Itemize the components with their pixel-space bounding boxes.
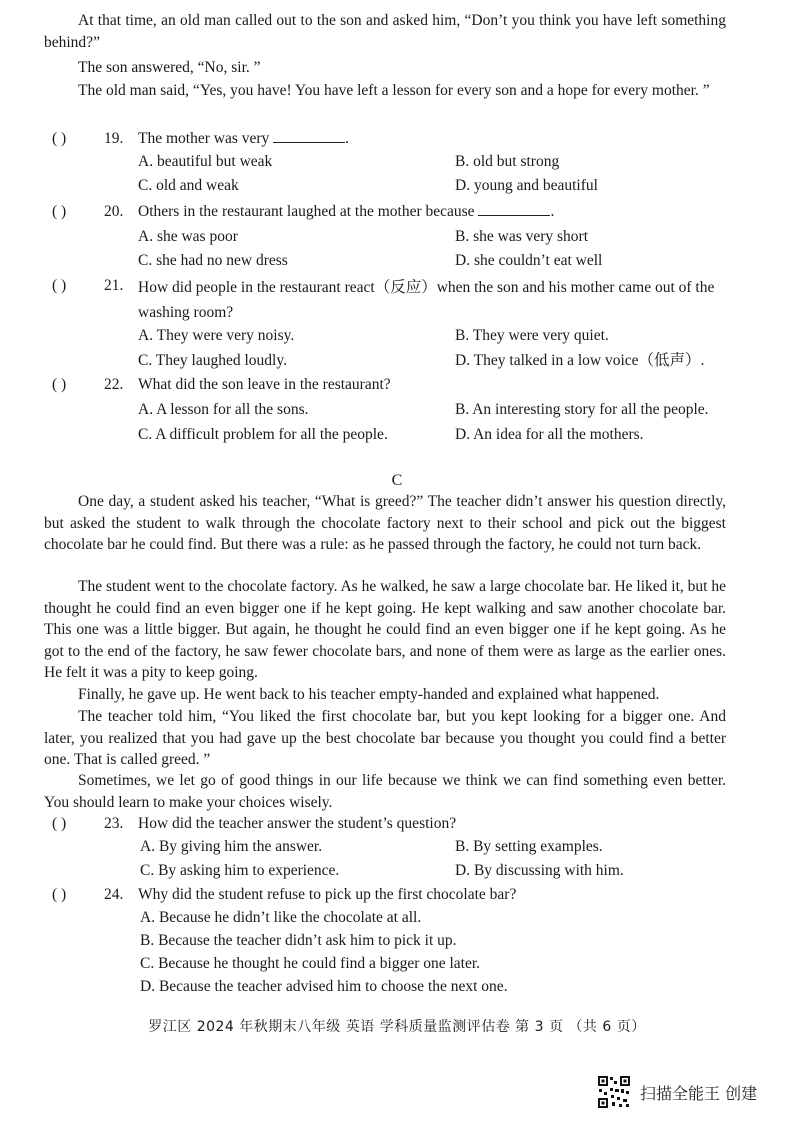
option-a[interactable]: A. beautiful but weak [138, 153, 273, 170]
answer-bracket[interactable]: ( ) [52, 130, 67, 147]
section-title: C [391, 472, 403, 489]
question-number: 23. [104, 815, 124, 832]
answer-blank[interactable] [273, 128, 345, 143]
option-d[interactable]: D. They talked in a low voice（低声）. [455, 352, 705, 369]
option-c[interactable]: C. By asking him to experience. [140, 862, 340, 879]
option-a[interactable]: A. A lesson for all the sons. [138, 401, 309, 418]
option-c[interactable]: C. Because he thought he could find a bigger one later. [140, 955, 481, 972]
option-c[interactable]: C. old and weak [138, 177, 239, 194]
passage-paragraph: The old man said, “Yes, you have! You have left a lesson for every son and a hope for every mother. ” [78, 82, 710, 99]
question-stem: What did the son leave in the restaurant? [138, 376, 391, 393]
option-b[interactable]: B. By setting examples. [455, 838, 603, 855]
option-d[interactable]: D. Because the teacher advised him to choose the next one. [140, 978, 508, 995]
answer-bracket[interactable]: ( ) [52, 886, 67, 903]
question-stem: Why did the student refuse to pick up the first chocolate bar? [138, 886, 517, 903]
qr-code-icon [597, 1075, 631, 1109]
question-number: 19. [104, 130, 124, 147]
option-d[interactable]: D. she couldn’t eat well [455, 252, 603, 269]
page-footer: 罗江区 2024 年秋期末八年级 英语 学科质量监测评估卷 第 3 页 （共 6 页） [148, 1019, 646, 1035]
option-b[interactable]: B. old but strong [455, 153, 560, 170]
passage-paragraph: The son answered, “No, sir. ” [78, 59, 261, 76]
passage-paragraph: Sometimes, we let go of good things in our life because we think we can find something even better. You should learn to make your choices wisely. [44, 772, 726, 811]
question-stem: Others in the restaurant laughed at the mother because . [138, 203, 555, 220]
question-number: 21. [104, 277, 124, 294]
question-number: 24. [104, 886, 124, 903]
scanner-watermark: 扫描全能王 创建 [640, 1084, 758, 1103]
option-b[interactable]: B. Because the teacher didn’t ask him to pick it up. [140, 932, 457, 949]
option-b[interactable]: B. she was very short [455, 228, 589, 245]
option-c[interactable]: C. she had no new dress [138, 252, 288, 269]
answer-bracket[interactable]: ( ) [52, 277, 67, 294]
option-d[interactable]: D. By discussing with him. [455, 862, 624, 879]
option-c[interactable]: C. They laughed loudly. [138, 352, 287, 369]
passage-paragraph: At that time, an old man called out to the son and asked him, “Don’t you think you have left something behind?” [44, 12, 726, 51]
option-c[interactable]: C. A difficult problem for all the people. [138, 426, 388, 443]
question-stem: How did the teacher answer the student’s question? [138, 815, 457, 832]
question-stem: How did people in the restaurant react（反应）when the son and his mother came out of the washing room? [138, 279, 715, 321]
option-a[interactable]: A. she was poor [138, 228, 238, 245]
option-b[interactable]: B. An interesting story for all the people. [455, 401, 709, 418]
answer-bracket[interactable]: ( ) [52, 203, 67, 220]
option-a[interactable]: A. Because he didn’t like the chocolate at all. [140, 909, 422, 926]
passage-paragraph: Finally, he gave up. He went back to his teacher empty-handed and explained what happened. [78, 686, 660, 703]
passage-paragraph: The student went to the chocolate factory. As he walked, he saw a large chocolate bar. He liked it, but he thought he could find an even bigger one if he kept going. He kept walking and saw another chocolate bar. This one was a little bigger. But again, he thought he could find an even bigger one if he kept going. As he got to the end of the factory, he saw fewer chocolate bars, and none of them were as large as the earlier ones. He felt it was a pity to keep going. [44, 578, 726, 681]
option-d[interactable]: D. young and beautiful [455, 177, 598, 194]
answer-bracket[interactable]: ( ) [52, 815, 67, 832]
answer-bracket[interactable]: ( ) [52, 376, 67, 393]
passage-paragraph: The teacher told him, “You liked the first chocolate bar, but you kept looking for a bigger one. And later, you realized that you had gave up the best chocolate bar because you thought you could find a better one. That is called greed. ” [44, 708, 726, 768]
passage-paragraph: One day, a student asked his teacher, “What is greed?” The teacher didn’t answer his question directly, but asked the student to walk through the chocolate factory next to their school and pick out the biggest chocolate bar he could find. But there was a rule: as he passed through the factory, he could not turn back. [44, 493, 726, 553]
question-stem: The mother was very . [138, 130, 350, 147]
option-d[interactable]: D. An idea for all the mothers. [455, 426, 644, 443]
question-number: 20. [104, 203, 124, 220]
question-number: 22. [104, 376, 124, 393]
answer-blank[interactable] [478, 201, 550, 216]
option-a[interactable]: A. They were very noisy. [138, 327, 295, 344]
question-21 [44, 275, 744, 323]
option-b[interactable]: B. They were very quiet. [455, 327, 609, 344]
option-a[interactable]: A. By giving him the answer. [140, 838, 323, 855]
